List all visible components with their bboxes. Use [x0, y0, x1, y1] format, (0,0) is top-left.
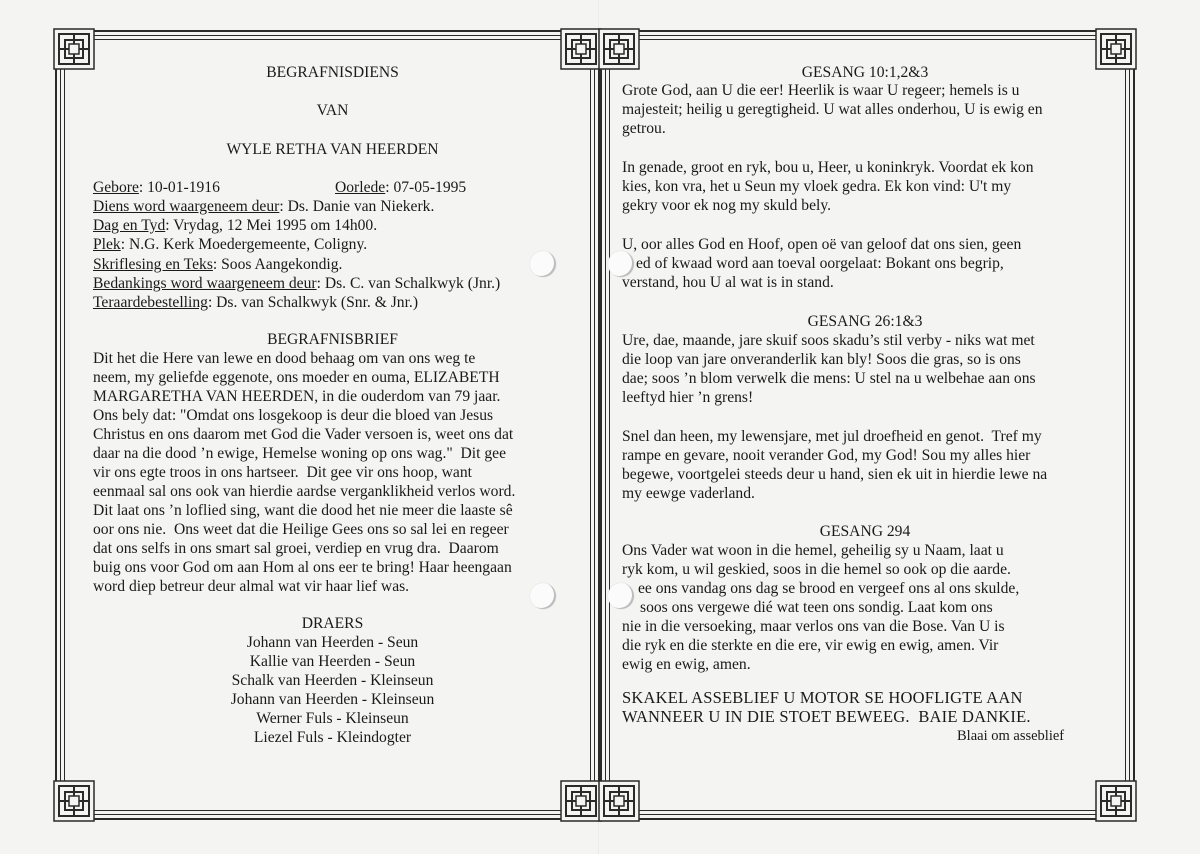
hymn2-title: GESANG 26:1&3	[807, 313, 923, 330]
born-line	[93, 178, 220, 198]
hymn-line: leeftyd hier ’n grens!	[622, 389, 754, 406]
hymn-line: nie in die versoeking, maar verlos ons van die Bose. Van U is	[622, 618, 1005, 635]
bearers-title: DRAERS	[301, 615, 364, 632]
hymn-line: dae; soos ’n blom verwelk die mens: U stel na u welbehae aan ons	[622, 370, 1036, 387]
date-value: : Vrydag, 12 Mei 1995 om 14h00.	[165, 217, 378, 234]
bearer-item: Werner Fuls - Kleinseun	[256, 710, 409, 727]
bearer-item: Liezel Fuls - Kleindogter	[253, 729, 412, 746]
hymn-line: die loop van jare onveranderlik kan bly! Soos die gras, so is ons	[622, 351, 1021, 368]
hymn-line: ewig en ewig, amen.	[622, 656, 751, 673]
hymn-line: soos ons vergewe dié wat teen ons sondig. Laat kom ons	[640, 599, 993, 616]
burial-value: : Ds. van Schalkwyk (Snr. & Jnr.)	[207, 294, 419, 311]
letter-line: eenmaal sal ons ook van hierdie aardse verganklikheid verlos word.	[93, 483, 516, 500]
born-label: Gebore	[93, 179, 139, 196]
hymn-line: die ryk en die sterkte en die ere, vir ewig en ewig, amen. Vir	[622, 637, 999, 654]
died-value: : 07-05-1995	[385, 179, 467, 196]
hymn-line: majesteit; heilig u geregtigheid. U wat alles onderhou, U is ewig en	[622, 101, 1043, 118]
letter-line: Dit het die Here van lewe en dood behaag om van ons weg te	[93, 350, 476, 367]
letter-line: daar na die dood ’n ewige, Hemelse woning op ons wag." Dit gee	[93, 445, 506, 462]
letter-line: word diep betreur deur almal wat vir haar lief was.	[93, 578, 410, 595]
letter-title: BEGRAFNISBRIEF	[267, 331, 398, 348]
bearer-item: Schalk van Heerden - Kleinseun	[231, 672, 434, 689]
service-label: Diens word waargeneem deur	[93, 198, 280, 215]
hymn-line: verstand, hou U al wat is in stand.	[622, 274, 834, 291]
punch-hole	[530, 251, 556, 277]
thanks-line	[93, 274, 500, 294]
thanks-label: Bedankings word waargeneem deur	[93, 275, 317, 292]
burial-label: Teraardebestelling	[93, 294, 208, 311]
hymn1-title: GESANG 10:1,2&3	[801, 64, 929, 81]
bearer-item: Johann van Heerden - Kleinseun	[230, 691, 435, 708]
hymn-line: my eewge vaderland.	[622, 485, 755, 502]
hymn-line: Snel dan heen, my lewensjare, met jul droefheid en genot. Tref my	[622, 428, 1042, 445]
punch-hole	[608, 583, 634, 609]
celtic-knot-corner-icon	[53, 28, 95, 70]
notice-line: SKAKEL ASSEBLIEF U MOTOR SE HOOFLIGTE AAN	[622, 688, 1023, 707]
letter-line: dat ons selfs in ons smart sal groei, verdiep en vrug dra. Daarom	[93, 540, 499, 557]
letter-line: Christus en ons daarom met God die Vader versoen is, weet ons dat	[93, 426, 514, 443]
hymn-line: ee ons vandag ons dag se brood en vergeef ons al ons skulde,	[638, 580, 1020, 597]
celtic-knot-corner-icon	[53, 780, 95, 822]
hymn-line: Ure, dae, maande, jare skuif soos skadu’s stil verby - niks wat met	[622, 332, 1035, 349]
service-value: : Ds. Danie van Niekerk.	[279, 198, 435, 215]
place-line	[93, 235, 367, 255]
hymn-line: begewe, voortgelei steeds deur u hand, sien ek uit in hierdie lewe na	[622, 466, 1048, 483]
hymn-line: Ons Vader wat woon in die hemel, geheilig sy u Naam, laat u	[622, 542, 1004, 559]
letter-line: Dit laat ons ’n loflied sing, want die dood het nie meer die laaste sê	[93, 502, 513, 519]
title-van: VAN	[316, 102, 349, 119]
bearer-item: Johann van Heerden - Seun	[246, 634, 419, 651]
hymn-line: ed of kwaad word aan toeval oorgelaat: Bokant ons begrip,	[636, 255, 1004, 272]
letter-line: MARGARETHA VAN HEERDEN, in die ouderdom van 79 jaar.	[93, 388, 501, 405]
letter-line: vir ons egte troos in ons hartseer. Dit gee vir ons hoop, want	[93, 464, 472, 481]
hymn-line: kies, kon vra, het u Seun my vloek gedra. Ek kon vind: U't my	[622, 178, 1012, 195]
celtic-knot-corner-icon	[1095, 28, 1137, 70]
deceased-name: WYLE RETHA VAN HEERDEN	[226, 141, 439, 158]
thanks-value: : Ds. C. van Schalkwyk (Jnr.)	[316, 275, 501, 292]
bearer-item: Kallie van Heerden - Seun	[249, 653, 416, 670]
celtic-knot-corner-icon	[1095, 780, 1137, 822]
died-label: Oorlede	[335, 179, 386, 196]
punch-hole	[530, 583, 556, 609]
hymn-line: Grote God, aan U die eer! Heerlik is waar U regeer; hemels is u	[622, 82, 1020, 99]
celtic-knot-corner-icon	[560, 28, 602, 70]
turn-over-note: Blaai om asseblief	[957, 728, 1065, 744]
celtic-knot-corner-icon	[560, 780, 602, 822]
born-value: : 10-01-1916	[138, 179, 220, 196]
place-label: Plek	[93, 236, 121, 253]
date-label: Dag en Tyd	[93, 217, 166, 234]
died-line	[335, 178, 466, 198]
reading-line	[93, 255, 342, 275]
letter-line: Ons bely dat: "Omdat ons losgekoop is deur die bloed van Jesus	[93, 407, 494, 424]
hymn-line: ryk kom, u wil geskied, soos in die hemel so ook op die aarde.	[622, 561, 1011, 578]
celtic-knot-corner-icon	[598, 780, 640, 822]
letter-line: neem, my geliefde eggenote, ons moeder en ouma, ELIZABETH	[93, 369, 500, 386]
notice-line: WANNEER U IN DIE STOET BEWEEG. BAIE DANKIE.	[622, 707, 1031, 726]
hymn-line: gekry voor ek nog my skuld bely.	[622, 197, 832, 214]
reading-label: Skriflesing en Teks	[93, 256, 213, 273]
hymn-line: U, oor alles God en Hoof, open oë van geloof dat ons sien, geen	[622, 236, 1022, 253]
hymn-line: getrou.	[622, 120, 666, 137]
service-line	[93, 197, 434, 217]
reading-value: : Soos Aangekondig.	[212, 256, 343, 273]
place-value: : N.G. Kerk Moedergemeente, Coligny.	[120, 236, 368, 253]
hymn-line: In genade, groot en ryk, bou u, Heer, u koninkryk. Voordat ek kon	[622, 159, 1034, 176]
letter-line: buig ons voor God om aan Hom al ons eer te bring! Haar heengaan	[93, 559, 512, 576]
hymn-line: rampe en gevare, nooit verander God, my God! Sou my alles hier	[622, 447, 1031, 464]
burial-line	[93, 293, 418, 313]
date-line	[93, 216, 377, 236]
letter-line: oor ons nie. Ons weet dat die Heilige Gees ons so sal lei en regeer	[93, 521, 509, 538]
hymn3-title: GESANG 294	[819, 523, 911, 540]
page-title: BEGRAFNISDIENS	[266, 64, 399, 81]
